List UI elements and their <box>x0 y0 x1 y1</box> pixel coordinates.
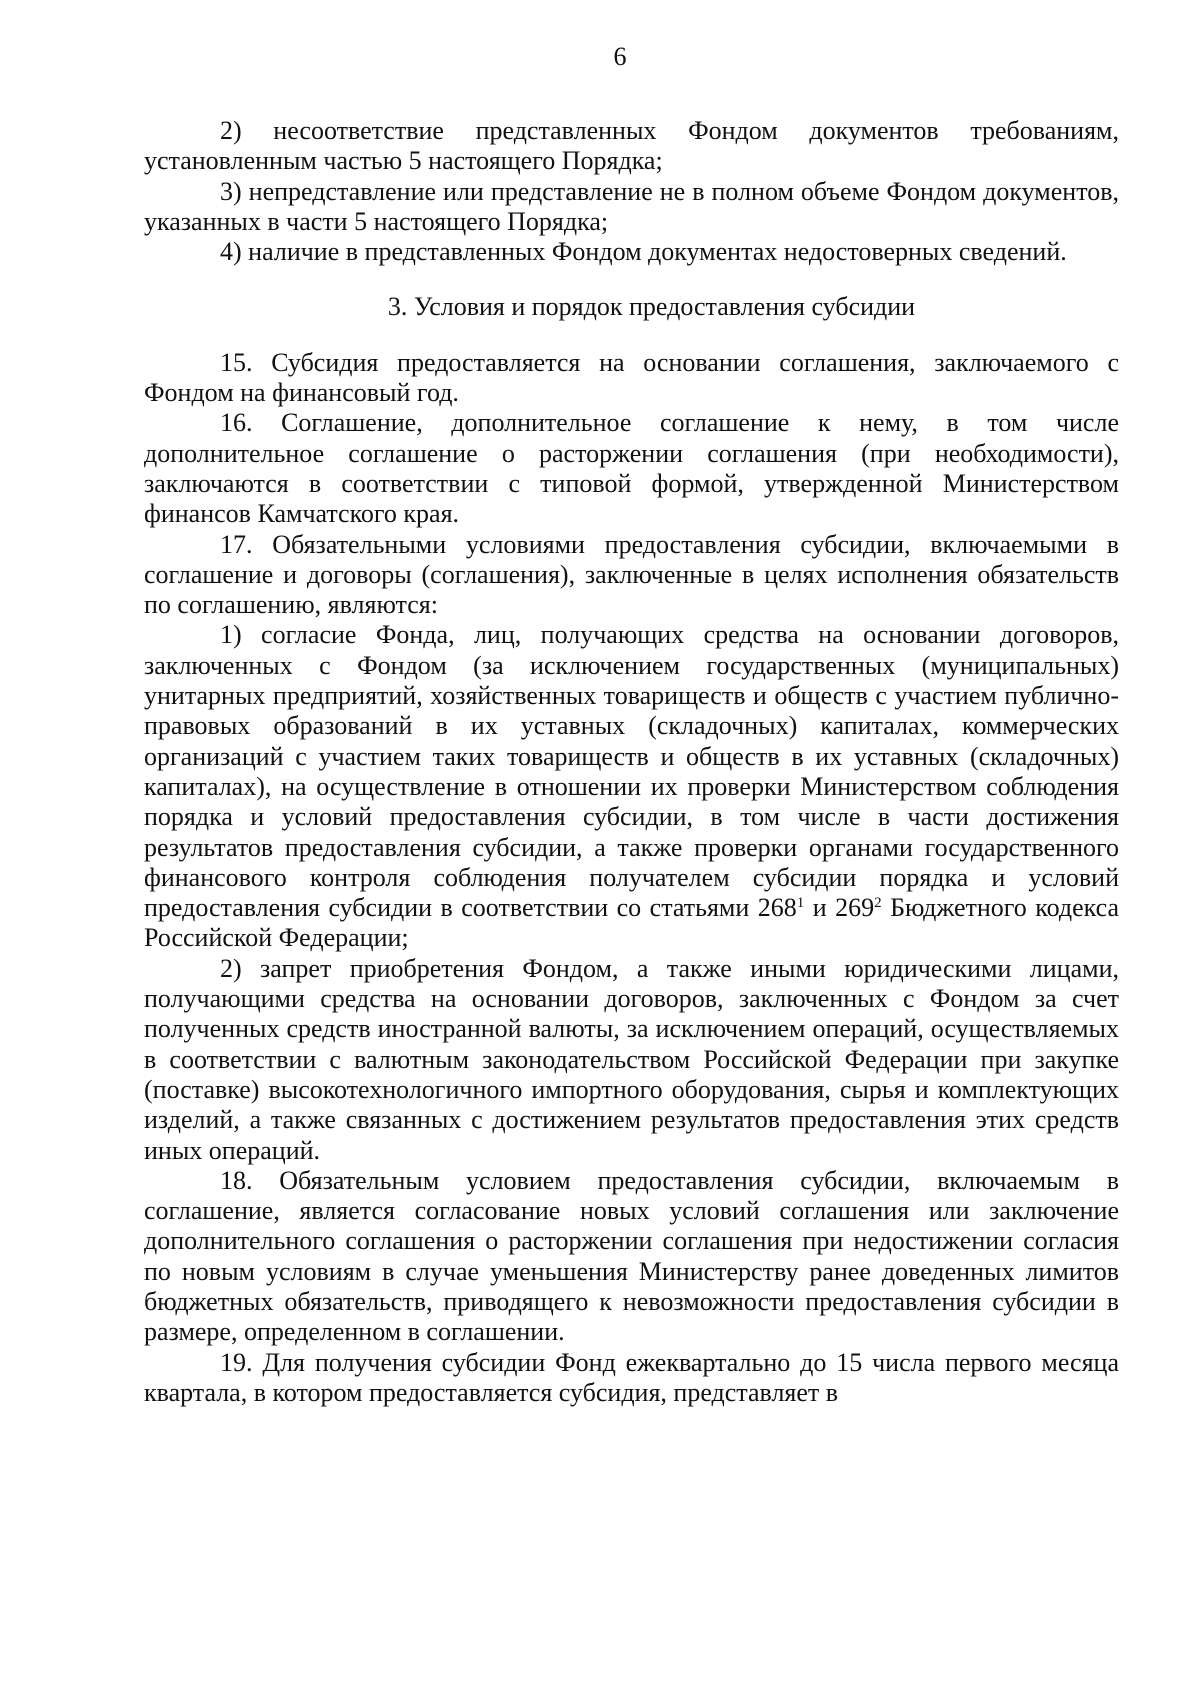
document-body <box>144 116 1119 1408</box>
paragraph-18: 18. Обязательным условием предоставления субсидии, включаемым в соглашение, является согласование новых условий соглашения или заключение дополнительного соглашения о расторжении соглашения при недостижении согласия по новым условиям в случае уменьшения Министерству ранее доведенных лимитов бюджетных обязательств, приводящего к невозможности предоставления субсидии в размере, определенном в соглашении. <box>144 1165 1119 1347</box>
item-1-text-middle: и 269 <box>804 893 875 923</box>
section-heading: 3. Условия и порядок предоставления субсидии <box>387 292 916 322</box>
paragraph-16: 16. Соглашение, дополнительное соглашение к нему, в том числе дополнительное соглашение о расторжении соглашения (при необходимости), заключаются в соответствии с типовой формой, утвержденной Министерством финансов Камчатского края. <box>144 408 1119 529</box>
page-number: 6 <box>613 42 627 71</box>
superscript-2: 2 <box>874 895 882 912</box>
item-1-text-end: Бюджетного кодекса Российской Федерации; <box>144 893 1119 953</box>
paragraph-17-item-1 <box>144 620 1119 953</box>
paragraph-item-4: 4) наличие в представленных Фондом документах недостоверных сведений. <box>220 237 1067 267</box>
paragraph-19: 19. Для получения субсидии Фонд ежеквартально до 15 числа первого месяца квартала, в котором предоставляется субсидия, представляет в <box>144 1347 1119 1407</box>
paragraph-item-2: 2) несоответствие представленных Фондом документов требованиям, установленным частью 5 настоящего Порядка; <box>144 116 1119 176</box>
paragraph-17-item-2: 2) запрет приобретения Фондом, а также иными юридическими лицами, получающими средства на основании договоров, заключенных с Фондом за счет полученных средств иностранной валюты, за исключением операций, осуществляемых в соответствии с валютным законодательством Российской Федерации при закупке (поставке) высокотехнологичного импортного оборудования, сырья и комплектующих изделий, а также связанных с достижением результатов предоставления этих средств иных операций. <box>144 953 1119 1165</box>
superscript-1: 1 <box>796 895 805 912</box>
paragraph-item-3: 3) непредставление или представление не в полном объеме Фондом документов, указанных в части 5 настоящего Порядка; <box>144 176 1119 236</box>
paragraph-15: 15. Субсидия предоставляется на основании соглашения, заключаемого с Фондом на финансовый год. <box>144 347 1119 408</box>
item-1-text: 1) согласие Фонда, лиц, получающих средства на основании договоров, заключенных с Фондом (за исключением государственных (муниципальных) унитарных предприятий, хозяйственных товариществ и обществ с участием публично-правовых образований в их уставных (складочных) капиталах, коммерческих организаций с участием таких товариществ и обществ в их уставных (складочных) капиталах), на осуществление в отношении их проверки Министерством соблюдения порядка и условий предоставления субсидии, в том числе в части достижения результатов предоставления субсидии, а также проверки органами государственного финансового контроля соблюдения получателем субсидии порядка и условий предоставления субсидии в соответствии со статьями 268 <box>144 620 1119 923</box>
paragraph-17: 17. Обязательными условиями предоставления субсидии, включаемыми в соглашение и договоры (соглашения), заключенные в целях исполнения обязательств по соглашению, являются: <box>144 529 1119 620</box>
